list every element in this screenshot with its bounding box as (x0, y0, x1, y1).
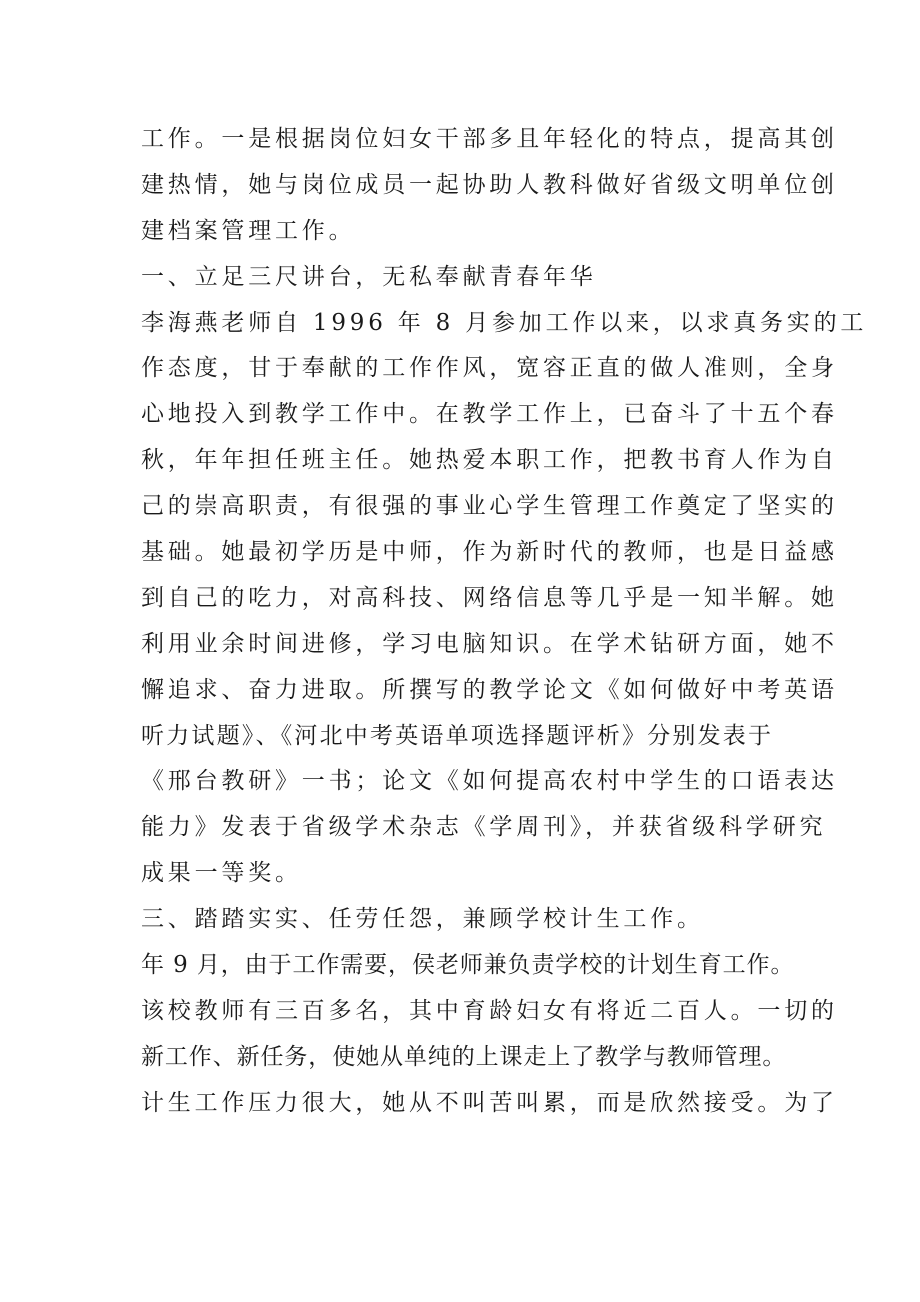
text-line: 秋，年年担任班主任。她热爱本职工作，把教书育人作为自 (141, 447, 838, 474)
text-line: 该校教师有三百多名，其中育龄妇女有将近二百人。一切的 (141, 997, 838, 1024)
text-line: 能力》发表于省级学术杂志《学周刊》，并获省级科学研究 (141, 814, 827, 841)
text-line: 计生工作压力很大，她从不叫苦叫累，而是欣然接受。为了 (141, 1089, 838, 1116)
section-heading: 一、立足三尺讲台，无私奉献青春年华 (141, 263, 597, 290)
text-line: 懈追求、奋力进取。所撰写的教学论文《如何做好中考英语 (141, 676, 838, 703)
text-line: 基础。她最初学历是中师，作为新时代的教师，也是日益感 (141, 539, 838, 566)
text-line: 新工作、新任务，使她从单纯的上课走上了教学与教师管理。 (141, 1043, 787, 1070)
text-line: 年 9 月，由于工作需要，侯老师兼负责学校的计划生育工作。 (141, 952, 795, 979)
text-line: 《邢台教研》一书；论文《如何提高农村中学生的口语表达 (141, 768, 838, 795)
body-text (141, 117, 868, 1127)
section-heading: 三、踏踏实实、任劳任怨，兼顾学校计生工作。 (141, 906, 704, 933)
text-line: 李海燕老师自 1996 年 8 月参加工作以来，以求真务实的工 (141, 309, 868, 336)
text-line: 心地投入到教学工作中。在教学工作上，已奋斗了十五个春 (141, 401, 838, 428)
text-line: 听力试题》、《河北中考英语单项选择题评析》分别发表于 (141, 722, 774, 749)
text-line: 建热情，她与岗位成员一起协助人教科做好省级文明单位创 (141, 171, 838, 198)
text-line: 利用业余时间进修，学习电脑知识。在学术钻研方面，她不 (141, 630, 838, 657)
text-line: 到自己的吃力，对高科技、网络信息等几乎是一知半解。她 (141, 584, 838, 611)
text-line: 己的崇高职责，有很强的事业心学生管理工作奠定了坚实的 (141, 493, 838, 520)
text-line: 工作。一是根据岗位妇女干部多且年轻化的特点，提高其创 (141, 126, 838, 152)
text-line: 成果一等奖。 (141, 860, 302, 887)
text-line: 建档案管理工作。 (141, 217, 356, 244)
text-line: 作态度，甘于奉献的工作作风，宽容正直的做人准则，全身 (141, 355, 838, 382)
